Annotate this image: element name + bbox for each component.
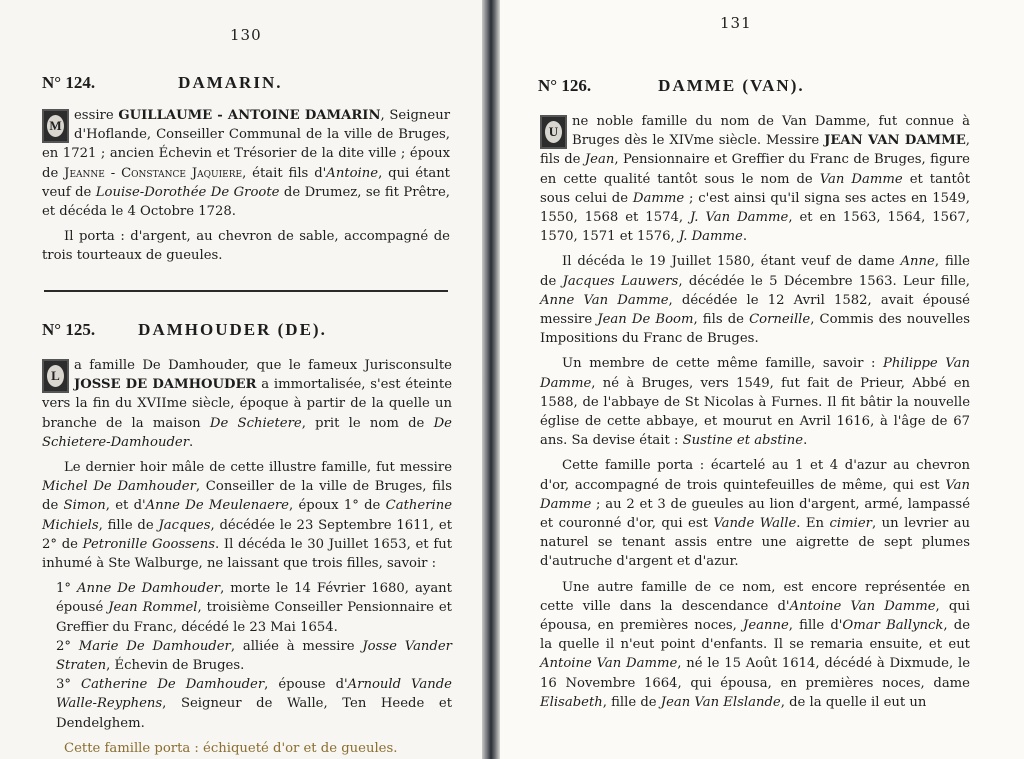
book-gutter: [482, 0, 500, 759]
page-number-left: 130: [230, 26, 262, 44]
text-run: , Pensionnaire et Greffier du Franc de Bruges, figure en cette qualité tantôt sous le nom de: [540, 152, 970, 187]
italic-name: Simon: [63, 498, 106, 514]
section-divider: [44, 290, 448, 292]
text-run: 3°: [56, 677, 81, 693]
entry-124-para-1: [42, 106, 450, 221]
italic-name: Vande Walle: [713, 516, 797, 532]
emphasis-text: JEAN VAN DAMME: [824, 133, 966, 149]
entry-126-para-5: [540, 578, 970, 712]
text-run: , qui étant veuf de: [42, 165, 450, 200]
text-run: , troisième Conseiller Pensionnaire et Greffier du Franc, décédé le 23 Mai 1654.: [56, 600, 452, 635]
text-run: Le dernier hoir mâle de cette illustre famille, fut messire: [64, 460, 452, 476]
text-run: , qui épousa, en premières noces,: [540, 598, 970, 634]
text-run: Un membre de cette même famille, savoir :: [562, 356, 884, 372]
italic-name: Jacques Lauwers: [562, 273, 679, 289]
italic-name: De Schietere: [209, 415, 302, 431]
italic-name: Petronille Goossens: [82, 536, 215, 552]
text-run: 2°: [56, 638, 79, 654]
text-run: , et d': [105, 498, 146, 514]
text-run: , de la quelle il n'eut point d'enfants. Il se remaria ensuite, et eut: [540, 618, 970, 653]
text-run: , morte le 14 Février 1680, ayant épousé: [56, 581, 452, 616]
text-run: , Échevin de Bruges.: [106, 658, 245, 674]
italic-name: J. Damme: [678, 229, 743, 245]
entry-125-para-1: [42, 356, 452, 452]
text-run: et tantôt sous celui de: [540, 171, 971, 206]
entry-124-para-2: [42, 227, 450, 265]
text-run: Il décéda le 19 Juillet 1580, étant veuf de dame: [562, 254, 901, 270]
entry-125-title: DAMHOUDER (DE).: [138, 320, 327, 339]
emphasis-text: GUILLAUME - ANTOINE DAMARIN: [118, 108, 381, 123]
text-run: Cette famille porta : écartelé au 1 et 4 d'azur au chevron d'or, accompagné de trois quintefeuilles de même, qui est: [540, 458, 970, 493]
italic-name: Philippe Van Damme: [540, 356, 970, 391]
italic-name: Michel De Damhouder: [42, 479, 196, 495]
italic-name: Jean De Boom: [597, 312, 694, 328]
right-page: [500, 0, 1024, 759]
text-run: a immortalisée, s'est éteinte vers la fin du XVIIme siècle, époque à partir de la quelle un branche de la maison: [42, 377, 452, 431]
italic-name: Damme: [632, 190, 685, 206]
italic-name: cimier: [829, 516, 872, 532]
italic-name: Antoine Van Damme: [540, 656, 678, 672]
text-run: , époux 1° de: [289, 498, 386, 514]
text-run: , Seigneur de Walle, Ten Heede et Dendelghem.: [56, 696, 452, 731]
entry-126-body: [540, 112, 970, 718]
text-run: , fils de: [693, 312, 750, 328]
italic-name: Jean Rommel: [108, 600, 198, 616]
entry-125-body: [42, 356, 452, 759]
dropcap-ornament: U: [540, 115, 567, 149]
italic-name: De Schietere-Damhouder: [42, 415, 452, 450]
text-run: ; au 2 et 3 de gueules au lion d'argent, armé, lampassé et couronné d'or, qui est: [540, 496, 970, 532]
text-run: , alliée à messire: [230, 638, 363, 654]
entry-126-para-2: [540, 252, 970, 348]
entry-125-para-2: [42, 458, 452, 573]
entry-126-number: N° 126.: [538, 76, 592, 95]
italic-name: Sustine et abstine: [682, 433, 804, 449]
italic-name: Jacques: [158, 517, 211, 533]
italic-name: Omar Ballynck: [842, 618, 944, 634]
italic-name: Van Damme: [540, 477, 970, 512]
entry-126-para-1: [540, 112, 970, 246]
text-run: , était fils d': [242, 165, 327, 181]
entry-125-header: [42, 320, 327, 340]
text-run: 1°: [56, 581, 77, 597]
italic-name: Catherine Michiels: [42, 498, 453, 533]
text-run: .: [742, 229, 748, 245]
text-run: , né le 15 Août 1614, décédé à Dixmude, le 16 Novembre 1664, qui épousa, en premières noces, dame: [540, 656, 971, 691]
text-run: , fille de: [540, 254, 970, 289]
text-run: , décédée le 23 Septembre 1611, et 2° de: [42, 517, 452, 552]
daughter-2: [42, 637, 452, 675]
text-run: de Drumez, se fit Prêtre, et décéda le 4 Octobre 1728.: [42, 184, 450, 220]
italic-name: Josse Vander Straten: [56, 638, 452, 674]
entry-126-para-3: [540, 354, 970, 450]
italic-name: Antoine: [326, 165, 379, 181]
entry-126-para-4: [540, 456, 970, 571]
entry-125-number: N° 125.: [42, 320, 96, 339]
dropcap-ornament: M: [42, 109, 69, 143]
text-run: , un levrier au naturel se tenant assis entre une aigrette de sept plumes d'autruche d'argent et d'azur.: [540, 516, 970, 570]
text-run: .: [189, 434, 194, 450]
text-run: a famille De Damhouder, que le fameux Jurisconsulte: [74, 358, 452, 373]
text-run: , décédée le 5 Décembre 1563. Leur fille,: [678, 273, 970, 289]
italic-name: Anne De Meulenaere: [145, 498, 289, 514]
italic-name: Corneille: [749, 312, 811, 328]
italic-name: Jeanne: [743, 618, 789, 634]
italic-name: Elisabeth: [540, 694, 603, 710]
text-run: , de la quelle il eut un: [780, 694, 927, 710]
italic-name: Louise-Dorothée De Groote: [95, 184, 280, 200]
text-run: , Seigneur d'Hoflande, Conseiller Communal de la ville de Bruges, en 1721 ; ancien Échevin et Trésorier de la dite ville ; époux de: [42, 108, 450, 181]
italic-name: Anne: [900, 254, 935, 270]
entry-126-title: DAMME (VAN).: [658, 76, 805, 95]
text-run: , et en 1563, 1564, 1567, 1570, 1571 et 1576,: [540, 210, 970, 245]
text-run: , fille de: [98, 517, 159, 533]
text-run: , Commis des nouvelles Impositions du Franc de Bruges.: [540, 312, 970, 347]
italic-name: Jean Van Elslande: [660, 694, 781, 710]
text-run: essire: [74, 108, 119, 123]
italic-name: Arnould Vande Walle-Reyphens: [56, 677, 452, 712]
entry-126-header: [538, 76, 805, 96]
italic-name: Antoine Van Damme: [789, 598, 936, 614]
left-page: [0, 0, 482, 759]
text-run: Cette famille porta : échiqueté d'or et de gueules.: [64, 740, 398, 756]
italic-name: Anne De Damhouder: [76, 581, 221, 597]
text-run: . En: [796, 516, 830, 532]
daughter-3: [42, 675, 452, 733]
emphasis-text: JOSSE DE DAMHOUDER: [74, 377, 257, 393]
emphasis-text: Jeanne - Constance Jaquiere: [64, 165, 243, 181]
dropcap-ornament: L: [42, 359, 69, 393]
entry-124-number: N° 124.: [42, 73, 96, 92]
italic-name: Jean: [584, 152, 615, 168]
text-run: , épouse d': [264, 677, 348, 693]
daughter-1: [42, 579, 452, 637]
text-run: , fille de: [602, 694, 661, 710]
text-run: ; c'est ainsi qu'il signa ses actes en 1549, 1550, 1568 et 1574,: [540, 190, 970, 226]
text-run: , Conseiller de la ville de Bruges, fils de: [42, 479, 452, 514]
entry-124-body: [42, 106, 450, 272]
italic-name: Marie De Damhouder: [78, 638, 231, 654]
page-number-right: 131: [720, 14, 752, 32]
italic-name: Anne Van Damme: [540, 292, 669, 308]
text-run: , fille d': [788, 618, 843, 634]
text-run: Une autre famille de ce nom, est encore représentée en cette ville dans la descendance d': [540, 579, 970, 614]
entry-124-title: DAMARIN.: [178, 73, 283, 92]
italic-name: J. Van Damme: [690, 210, 789, 226]
text-run: ne noble famille du nom de Van Damme, fut connue à Bruges dès le XIVme siècle. Messire: [572, 114, 970, 149]
text-run: , prit le nom de: [301, 415, 434, 431]
text-run: Il porta : d'argent, au chevron de sable, accompagné de trois tourteaux de gueules.: [42, 229, 450, 264]
entry-124-header: [42, 73, 282, 93]
entry-125-para-3: [42, 739, 452, 758]
text-run: .: [803, 433, 808, 449]
text-run: , décédée le 12 Avril 1582, avait épousé messire: [540, 292, 970, 328]
italic-name: Van Damme: [819, 171, 903, 187]
text-run: , fils de: [540, 133, 970, 168]
text-run: . Il décéda le 30 Juillet 1653, et fut inhumé à Ste Walburge, ne laissant que trois filles, savoir :: [42, 536, 452, 572]
italic-name: Catherine De Damhouder: [80, 677, 265, 693]
text-run: , né à Bruges, vers 1549, fut fait de Prieur, Abbé en 1588, de l'abbaye de St Nicolas à Furnes. Il fit bâtir la nouvelle église de cette abbaye, et mourut en Avril 1616, à l'âge de 67 ans. Sa devise était :: [540, 375, 970, 449]
